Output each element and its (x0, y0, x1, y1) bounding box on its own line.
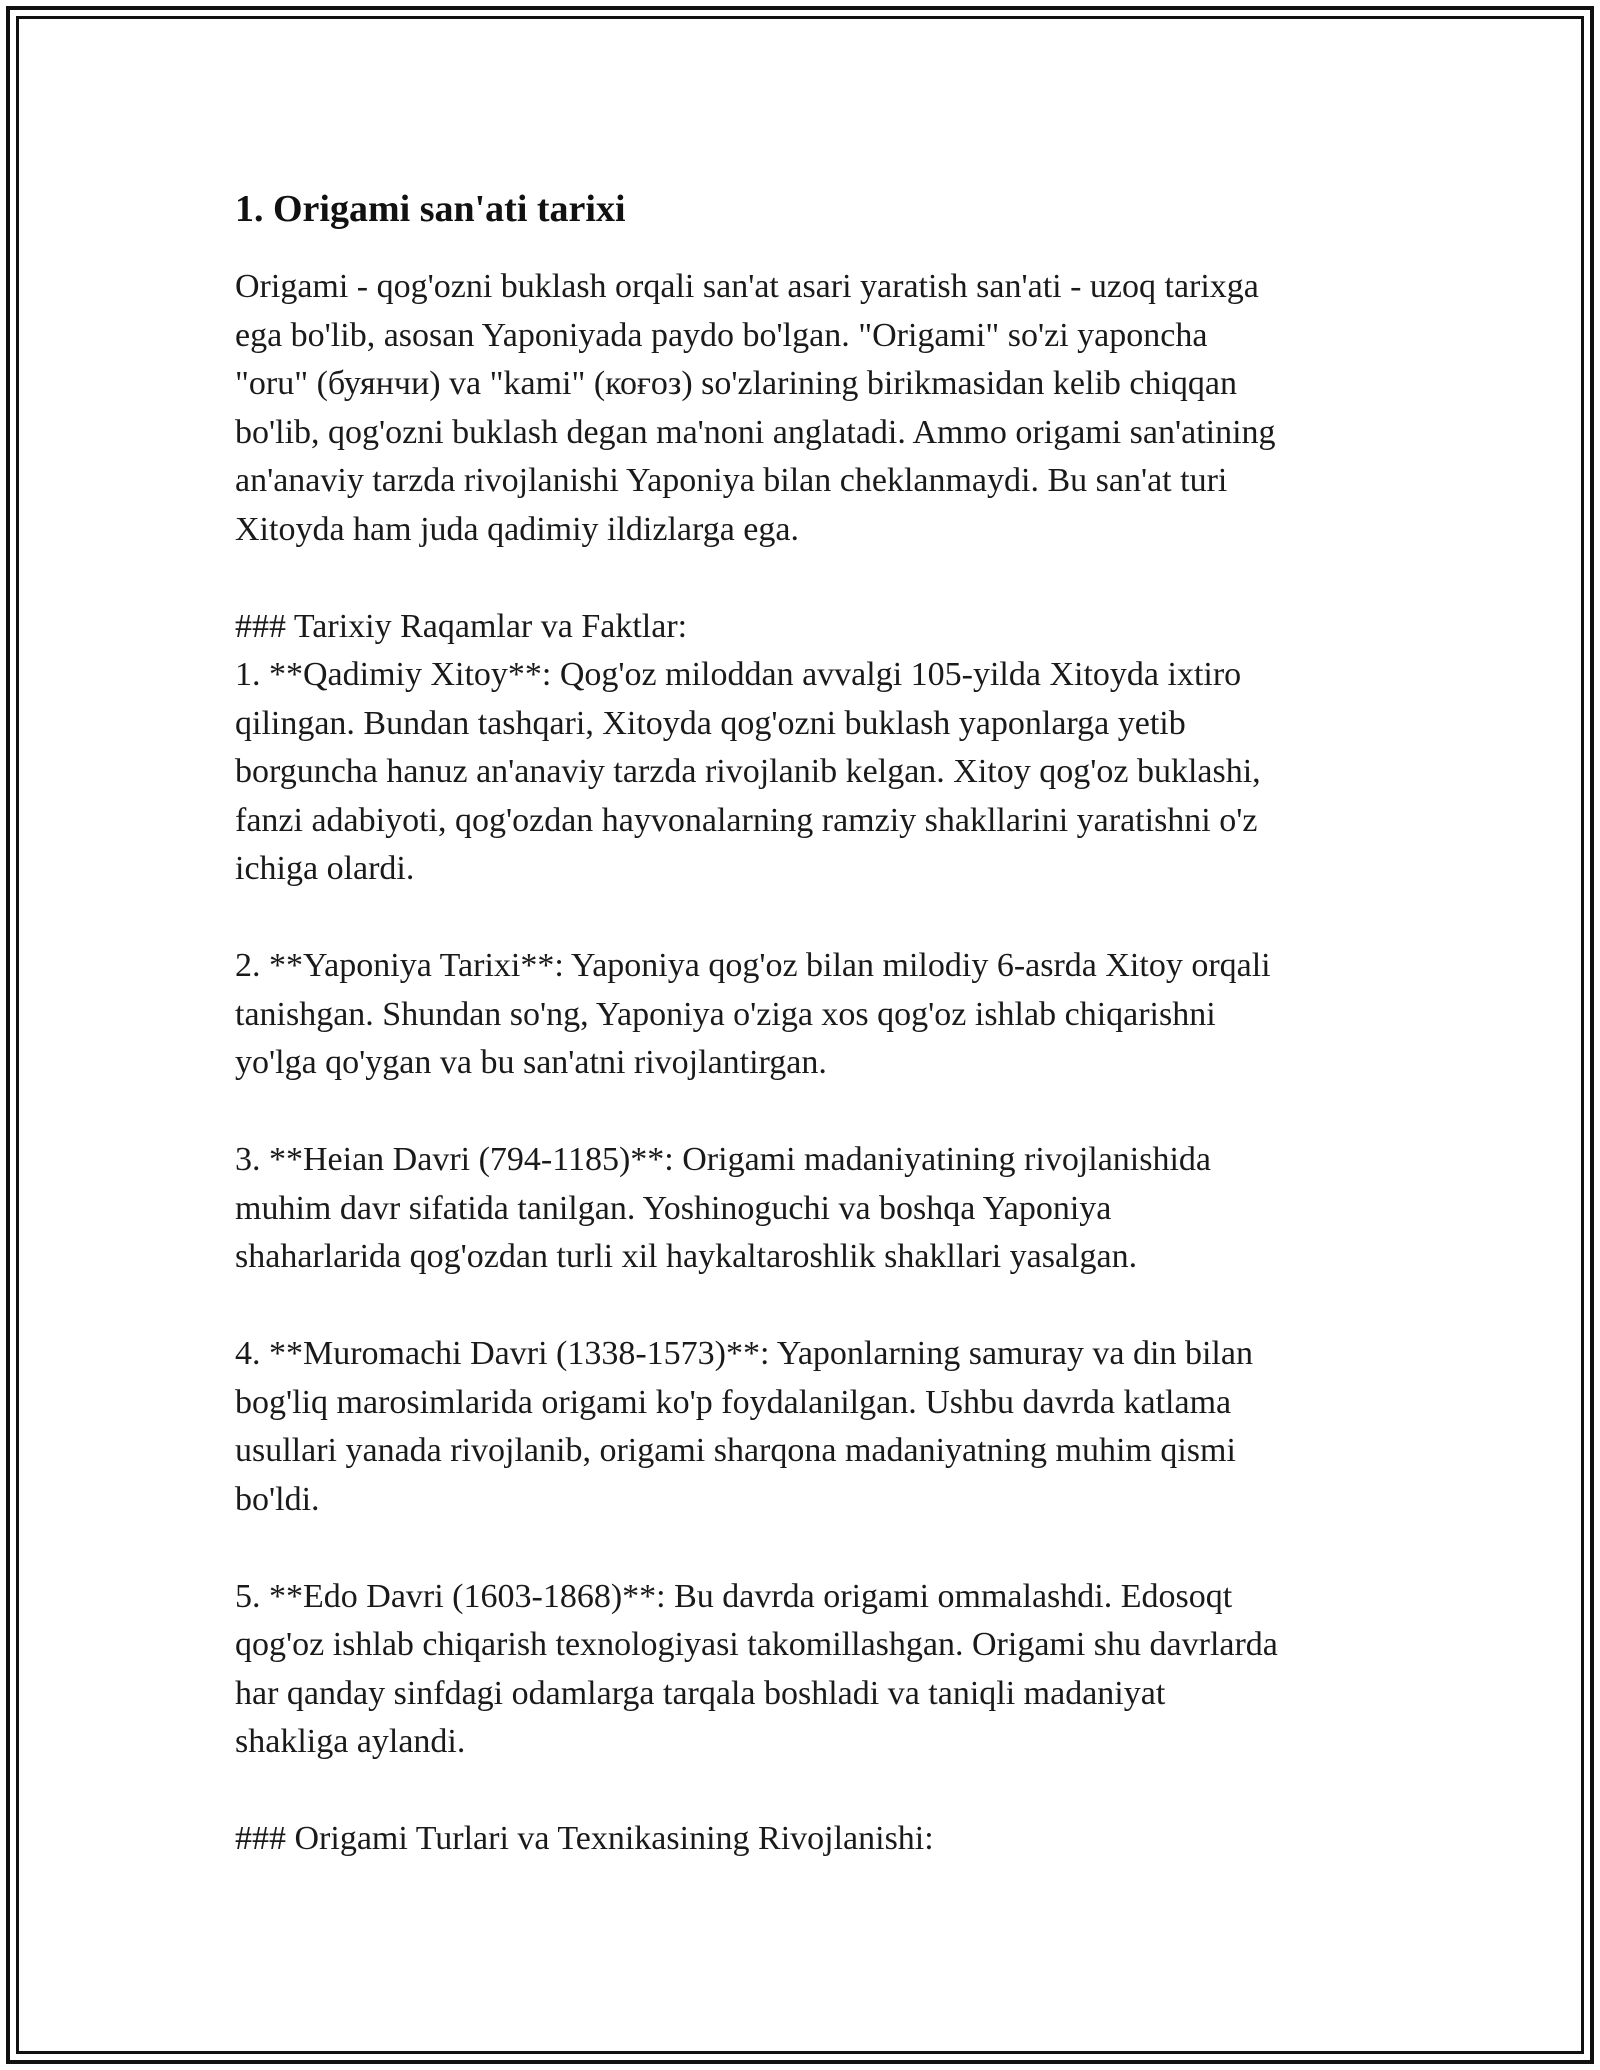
list-item-heian-period: 3. **Heian Davri (794-1185)**: Origami madaniyatining rivojlanishida muhim davr sifatida tanilgan. Yoshinoguchi va boshqa Yaponiya shaharlarida qog'ozdan turli xil haykaltaroshlik shakllari yasalgan. (235, 1141, 1212, 1275)
paragraph-gap (235, 1524, 1375, 1573)
document-title: 1. Origami san'ati tarixi (235, 188, 626, 230)
list-item-edo-period: 5. **Edo Davri (1603-1868)**: Bu davrda origami ommalashdi. Edosoqt qog'oz ishlab chiqarish texnologiyasi takomillashgan. Origami shu davrlarda har qanday sinfdagi odamlarga tarqala boshladi va taniqli madaniyat shakliga aylandi. (235, 1577, 1278, 1760)
section-heading-facts: ### Tarixiy Raqamlar va Faktlar: (235, 607, 688, 645)
paragraph-gap (235, 1767, 1375, 1816)
list-item-japan-history: 2. **Yaponiya Tarixi**: Yaponiya qog'oz bilan milodiy 6-asrda Xitoy orqali tanishgan. Shundan so'ng, Yaponiya o'ziga xos qog'oz ishlab chiqarishni yo'lga qo'ygan va bu san'atni rivojlantirgan. (235, 947, 1271, 1081)
paragraph-gap (235, 1282, 1375, 1331)
section-heading-types: ### Origami Turlari va Texnikasining Rivojlanishi: (235, 1820, 934, 1857)
paragraph-gap (235, 1088, 1375, 1137)
paragraph-gap (235, 894, 1375, 943)
document-page (235, 185, 1375, 1864)
list-item-muromachi-period: 4. **Muromachi Davri (1338-1573)**: Yaponlarning samuray va din bilan bog'liq marosimlarida origami ko'p foydalanilgan. Ushbu davrda katlama usullari yanada rivojlanib, origami sharqona madaniyatning muhim qismi bo'ldi. (235, 1335, 1253, 1518)
intro-paragraph: Origami - qog'ozni buklash orqali san'at asari yaratish san'ati - uzoq tarixga ega bo'lib, asosan Yaponiyada paydo bo'lgan. "Origami" so'zi yaponcha "oru" (буянчи) va "kami" (коғоз) so'zlarining birikmasidan kelib chiqqan bo'lib, qog'ozni buklash degan ma'noni anglatadi. Ammo origami san'atining an'anaviy tarzda rivojlanishi Yaponiya bilan cheklanmaydi. Bu san'at turi Xitoyda ham juda qadimiy ildizlarga ega. (235, 268, 1276, 548)
list-item-ancient-china: 1. **Qadimiy Xitoy**: Qog'oz miloddan avvalgi 105-yilda Xitoyda ixtiro qilingan. Bundan tashqari, Xitoyda qog'ozni buklash yaponlarga yetib borguncha hanuz an'anaviy tarzda rivojlanib kelgan. Xitoy qog'oz buklashi, fanzi adabiyoti, qog'ozdan hayvonalarning ramziy shakllarini yaratishni o'z ichiga olardi. (235, 656, 1261, 887)
paragraph-gap (235, 554, 1375, 603)
